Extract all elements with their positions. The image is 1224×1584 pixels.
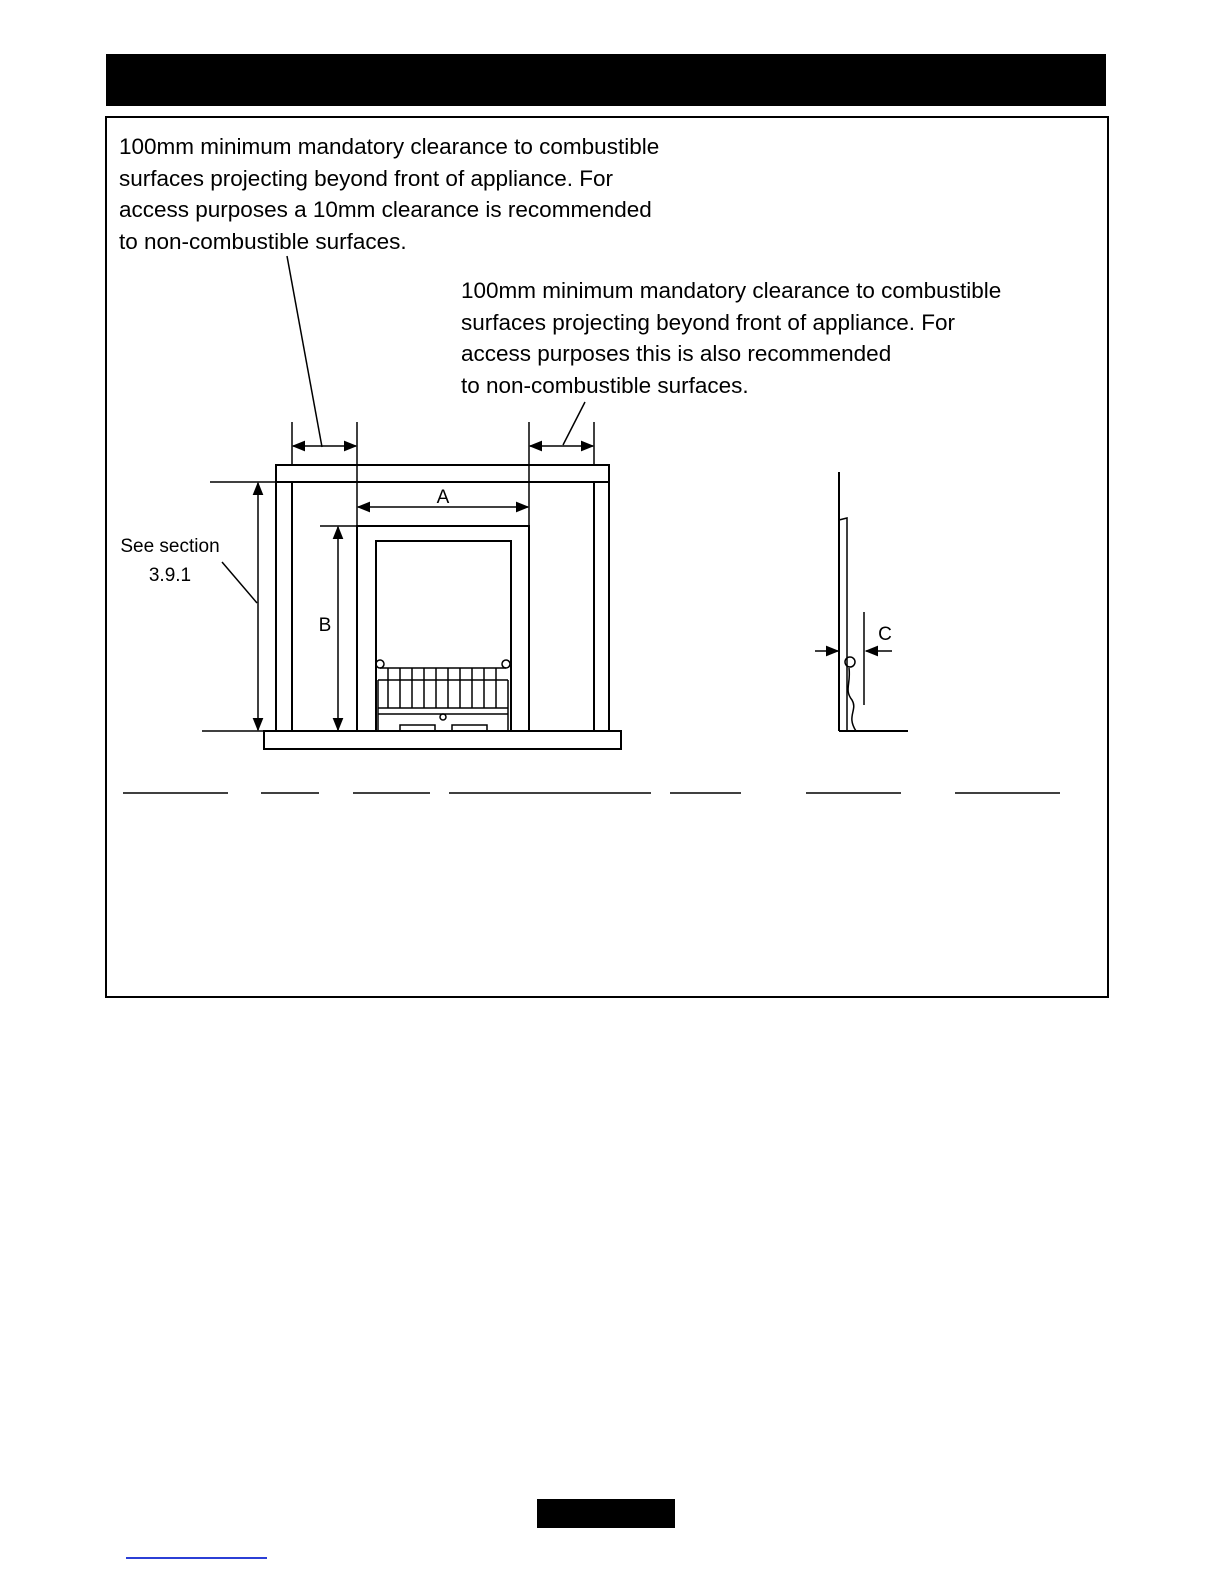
footer-page-bar	[537, 1499, 675, 1528]
fire-inner-frame	[376, 541, 511, 731]
side-view-appliance	[839, 518, 847, 731]
leader-line-right	[563, 402, 585, 445]
fire-fret	[376, 660, 510, 731]
dimension-c-label: C	[878, 624, 892, 645]
see-section-label: See section	[120, 536, 220, 557]
fire-outer-frame	[357, 526, 529, 731]
leader-line-left	[287, 256, 322, 447]
footer-link-underline[interactable]	[126, 1557, 267, 1559]
clearance-note-right: 100mm minimum mandatory clearance to combustible surfaces projecting beyond front of appliance. For access purposes this is also recommended to non-combustible surfaces.	[461, 278, 1002, 398]
mantel-shelf	[276, 465, 609, 482]
hearth	[264, 731, 621, 749]
see-section-number: 3.9.1	[148, 565, 192, 586]
see-section-leader	[222, 562, 257, 603]
dimension-a-label: A	[436, 487, 450, 508]
clearance-note-left: 100mm minimum mandatory clearance to combustible surfaces projecting beyond front of appliance. For access purposes a 10mm clearance is recommended to non-combustible surfaces.	[119, 134, 660, 254]
dimension-b-label: B	[318, 615, 332, 636]
side-view-cable	[848, 668, 856, 731]
